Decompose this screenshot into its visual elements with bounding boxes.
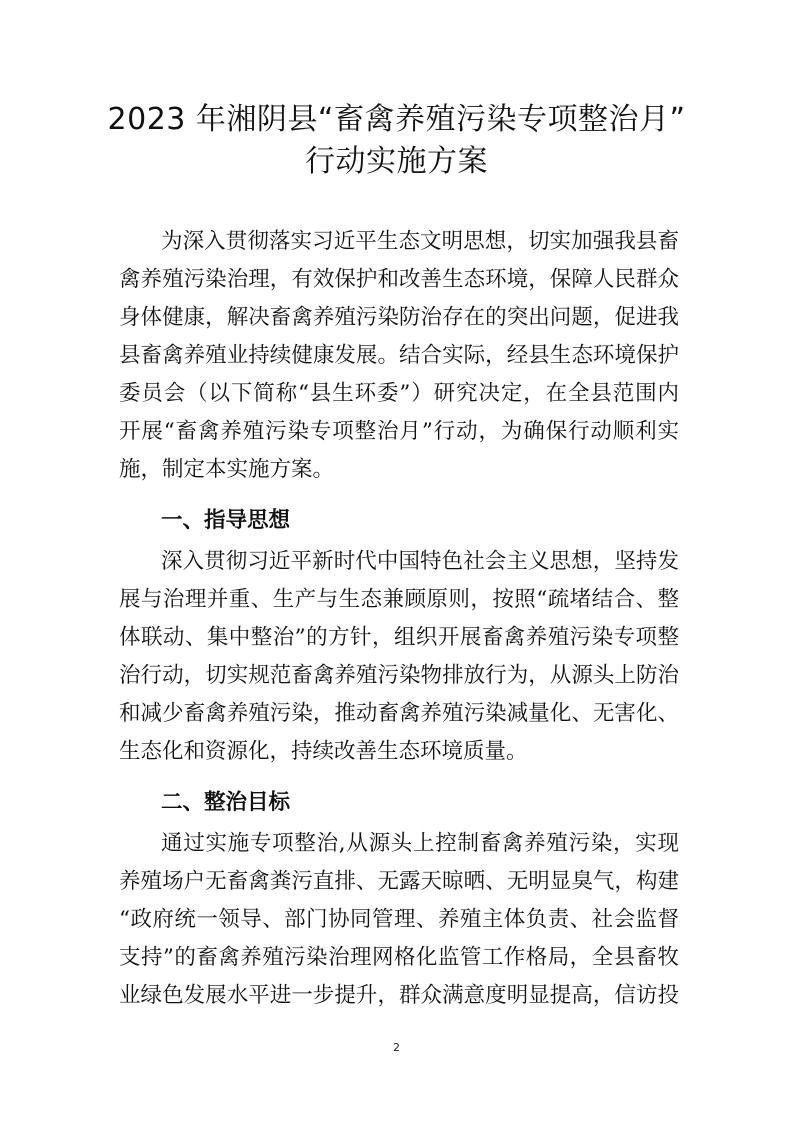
paragraph-line: 和减少畜禽养殖污染，推动畜禽养殖污染减量化、无害化、 (119, 701, 679, 726)
document-title-line-2: 行动实施方案 (305, 144, 488, 179)
document-title-line-1: 2023 年湘阴县“畜禽养殖污染专项整治月” (107, 102, 686, 137)
intro-line: 身体健康，解决畜禽养殖污染防治存在的突出问题，促进我 (119, 305, 679, 330)
intro-line: 县畜禽养殖业持续健康发展。结合实际，经县生态环境保护 (119, 343, 679, 368)
paragraph-line: 生态化和资源化，持续改善生态环境质量。 (119, 739, 528, 764)
paragraph-line: 业绿色发展水平进一步提升，群众满意度明显提高，信访投 (119, 983, 679, 1008)
paragraph-line: 通过实施专项整治,从源头上控制畜禽养殖污染，实现 (161, 831, 679, 856)
intro-line: 施，制定本实施方案。 (119, 457, 335, 482)
paragraph-line: 深入贯彻习近平新时代中国特色社会主义思想，坚持发 (161, 549, 679, 574)
paragraph-line: 治行动，切实规范畜禽养殖污染物排放行为，从源头上防治 (119, 663, 679, 688)
paragraph-line: 支持”的畜禽养殖污染治理网格化监管工作格局，全县畜牧 (119, 945, 679, 970)
section-heading: 一、指导思想 (161, 508, 291, 533)
section-heading: 二、整治目标 (161, 790, 291, 815)
intro-line: 开展“畜禽养殖污染专项整治月”行动，为确保行动顺利实 (119, 419, 679, 444)
paragraph-line: “政府统一领导、部门协同管理、养殖主体负责、社会监督 (119, 907, 679, 932)
intro-line: 禽养殖污染治理，有效保护和改善生态环境，保障人民群众 (119, 267, 679, 292)
paragraph-line: 体联动、集中整治”的方针，组织开展畜禽养殖污染专项整 (119, 625, 679, 650)
intro-line: 为深入贯彻落实习近平生态文明思想，切实加强我县畜 (161, 229, 679, 254)
page-number: 2 (393, 1041, 400, 1054)
paragraph-line: 养殖场户无畜禽粪污直排、无露天晾晒、无明显臭气，构建 (119, 869, 679, 894)
intro-line: 委员会（以下简称“县生环委”）研究决定，在全县范围内 (119, 381, 679, 406)
paragraph-line: 展与治理并重、生产与生态兼顾原则，按照“疏堵结合、整 (119, 587, 679, 612)
